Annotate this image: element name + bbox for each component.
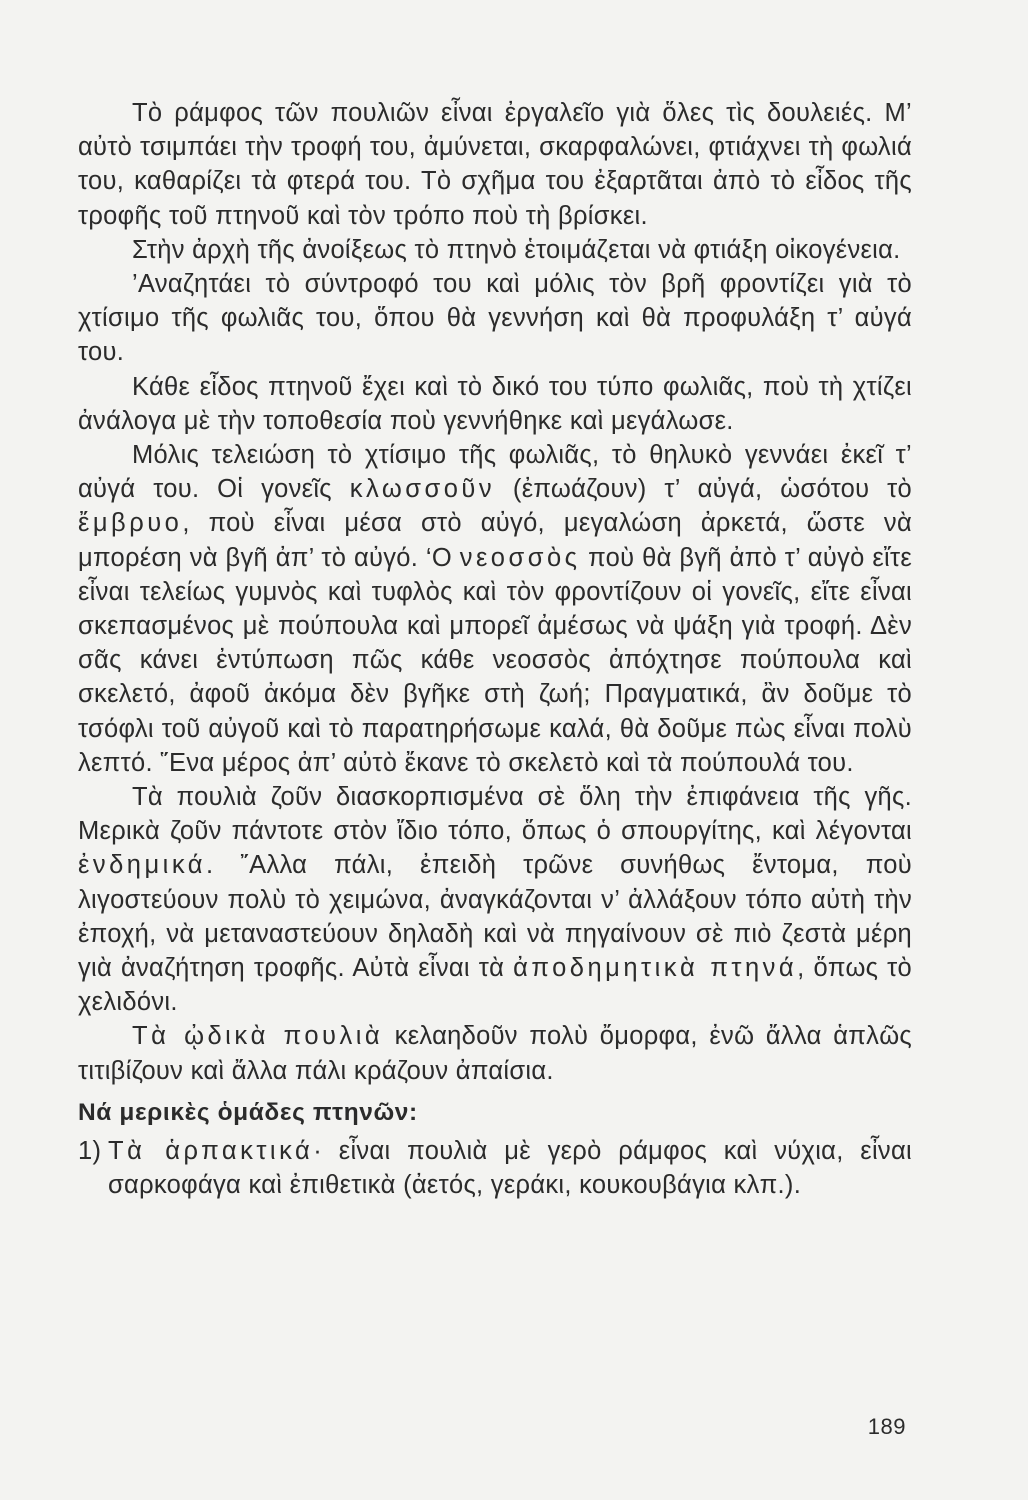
list-marker: 1): [78, 1137, 102, 1166]
paragraph-nest-type: Κάθε εἶδος πτηνοῦ ἔχει καὶ τὸ δικό του τύπο φωλιᾶς, ποὺ τὴ χτίζει ἀνάλογα μὲ τὴν τοποθεσία ποὺ γεννήθηκε καὶ μεγάλωσε.: [78, 372, 912, 435]
text-run: (ἐπωάζουν) τ’ αὐγά, ὡσότου τὸ: [495, 475, 912, 504]
paragraph-distribution: [78, 780, 912, 1019]
text-run: κελαηδοῦν πολὺ ὄμορφα, ἐνῶ ἄλλα ἁπλῶς τιτιβίζουν καὶ ἄλλα πάλι κράζουν ἀπαίσια.: [78, 1022, 912, 1085]
term-migratory: ἀποδημητικὰ πτηνά: [513, 954, 798, 983]
text-run: . ῎Αλλα πάλι, ἐπειδὴ τρῶνε συνήθως ἔντομα, ποὺ λιγοστεύουν πολὺ τὸ χειμώνα, ἀναγκάζονται ν’ ἀλλάξουν τόπο αὐτὴ τὴν ἐποχή, νὰ μεταναστεύουν δηλαδὴ καὶ νὰ πηγαίνουν σὲ πιὸ ζεστὰ μέρη γιὰ ἀναζήτηση τροφῆς. Αὐτὰ εἶναι τὰ: [78, 851, 912, 983]
paragraph-eggs: [78, 438, 912, 780]
page-body: [78, 96, 912, 1203]
term-endemic: ἐνδημικά: [78, 851, 207, 880]
text-run: · εἶναι πουλιὰ μὲ γερὸ ράμφος καὶ νύχια, εἶναι σαρκοφάγα καὶ ἐπιθετικὰ (ἀετός, γεράκι, κουκουβάγια κλπ.).: [108, 1137, 912, 1200]
term-songbirds: Τὰ ᾠδικὰ πουλιὰ: [132, 1022, 384, 1051]
term-raptors: Τὰ ἁρπακτικά: [108, 1137, 314, 1166]
text-run: ποὺ θὰ βγῆ ἀπὸ τ’ αὐγὸ εἴτε εἶναι τελείως γυμνὸς καὶ τυφλὸς καὶ τὸν φροντίζουν οἱ γονεῖς, εἴτε εἶναι σκεπασμένος μὲ πούπουλα καὶ μπορεῖ ἀμέσως νὰ ψάξη γιὰ τροφή. Δὲν σᾶς κάνει ἐντύπωση πῶς κάθε νεοσσὸς ἀπόχτησε πούπουλα καὶ σκελετό, ἀφοῦ ἀκόμα δὲν βγῆκε στὴ ζωή; Πραγματικά, ἂν δοῦμε τὸ τσόφλι τοῦ αὐγοῦ καὶ τὸ παρατηρήσωμε καλά, θὰ δοῦμε πὼς εἶναι πολὺ λεπτό. ῞Ενα μέρος ἀπ’ αὐτὸ ἔκανε τὸ σκελετὸ καὶ τὰ πούπουλά του.: [78, 543, 912, 777]
term-klossoun: κλωσσοῦν: [349, 475, 496, 504]
paragraph-beak: Τὸ ράμφος τῶν πουλιῶν εἶναι ἐργαλεῖο γιὰ ὅλες τὶς δουλειές. Μ’ αὐτὸ τσιμπάει τὴν τροφή του, ἀμύνεται, σκαρφαλώνει, φτιάχνει τὴ φωλιά του, καθαρίζει τὰ φτερά του. Τὸ σχῆμα του ἐξαρτᾶται ἀπὸ τὸ εἶδος τῆς τροφῆς τοῦ πτηνοῦ καὶ τὸν τρόπο ποὺ τὴ βρίσκει.: [78, 99, 912, 230]
text-run: Μόλις τελειώση τὸ χτίσιμο τῆς φωλιᾶς, τὸ θηλυκὸ γεννάει ἐκεῖ τ’ αὐγά του. Οἱ γονεῖς: [78, 441, 912, 504]
paragraph-mate: ’Αναζητάει τὸ σύντροφό του καὶ μόλις τὸν βρῆ φροντίζει γιὰ τὸ χτίσιμο τῆς φωλιᾶς του, ὅπου θὰ γεννήση καὶ θὰ προφυλάξη τ’ αὐγά του.: [78, 270, 912, 367]
paragraph-songbirds: [78, 1019, 912, 1087]
text-run: , ὅπως τὸ χελιδόνι.: [78, 954, 913, 1017]
page-number: 189: [867, 1414, 906, 1439]
section-heading: Νά μερικὲς ὁμάδες πτηνῶν:: [78, 1098, 418, 1126]
list-item: [78, 1134, 912, 1202]
text-run: Τὰ πουλιὰ ζοῦν διασκορπισμένα σὲ ὅλη τὴν ἐπιφάνεια τῆς γῆς. Μερικὰ ζοῦν πάντοτε στὸν ἴδιο τόπο, ὅπως ὁ σπουργίτης, καὶ λέγονται: [78, 783, 912, 846]
term-embryo: ἔμβρυο: [78, 509, 183, 538]
text-run: , ποὺ εἶναι μέσα στὸ αὐγό, μεγαλώση ἀρκετά, ὥστε νὰ μπορέση νὰ βγῆ ἀπ’ τὸ αὐγό. ‘Ο: [78, 509, 912, 572]
paragraph-spring: Στὴν ἀρχὴ τῆς ἀνοίξεως τὸ πτηνὸ ἑτοιμάζεται νὰ φτιάξη οἰκογένεια.: [132, 235, 901, 264]
term-neossos: νεοσσὸς: [459, 543, 581, 572]
